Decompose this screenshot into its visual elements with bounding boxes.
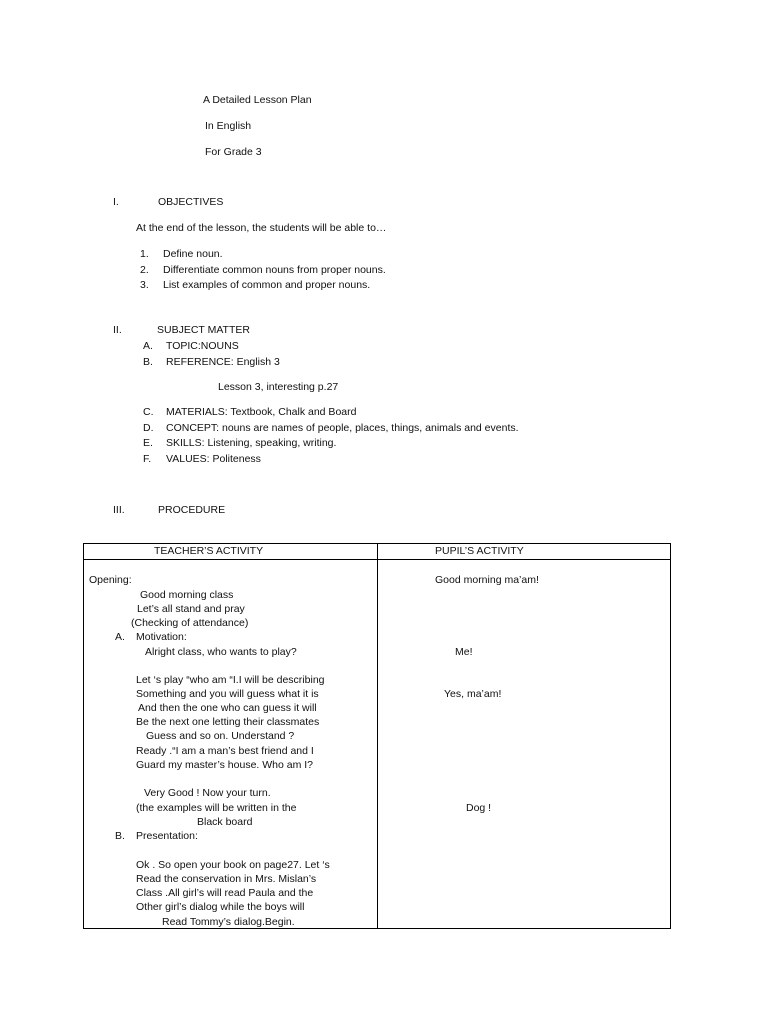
objective-item: List examples of common and proper nouns.: [163, 279, 371, 291]
teacher-line: Guard my master’s house. Who am I?: [136, 759, 314, 771]
table-column-divider: [377, 544, 378, 928]
objective-number: 1.: [140, 248, 149, 260]
doc-subject: In English: [205, 120, 252, 132]
objective-item: Define noun.: [163, 248, 223, 260]
pupil-line: Good morning ma’am!: [435, 574, 539, 586]
doc-title: A Detailed Lesson Plan: [203, 94, 312, 106]
subject-item-values: VALUES: Politeness: [166, 453, 261, 465]
objectives-intro: At the end of the lesson, the students will be able to…: [136, 222, 387, 234]
section-number-1: I.: [113, 196, 119, 208]
teacher-line-letter: A.: [115, 631, 125, 643]
teacher-line: Good morning class: [140, 589, 234, 601]
teacher-line: Read Tommy’s dialog.Begin.: [162, 916, 295, 928]
teacher-line: Ok . So open your book on page27. Let ‘s: [136, 859, 330, 871]
doc-grade: For Grade 3: [205, 146, 262, 158]
teacher-line-motivation: Motivation:: [136, 631, 187, 643]
subject-item-concept: CONCEPT: nouns are names of people, places, things, animals and events.: [166, 422, 519, 434]
objective-number: 3.: [140, 279, 149, 291]
pupil-activity-header: PUPIL’S ACTIVITY: [435, 545, 524, 557]
teacher-line-opening: Opening:: [89, 574, 132, 586]
objective-number: 2.: [140, 264, 149, 276]
subject-item-letter: B.: [143, 356, 153, 368]
teacher-line: Ready .“I am a man’s best friend and I: [136, 745, 314, 757]
subject-item-skills: SKILLS: Listening, speaking, writing.: [166, 437, 337, 449]
subject-matter-heading: SUBJECT MATTER: [157, 324, 250, 336]
teacher-line-presentation: Presentation:: [136, 830, 198, 842]
subject-item-reference: REFERENCE: English 3: [166, 356, 280, 368]
subject-item-letter: C.: [143, 406, 154, 418]
teacher-line-letter: B.: [115, 830, 125, 842]
teacher-line: (Checking of attendance): [131, 617, 249, 629]
objectives-heading: OBJECTIVES: [158, 196, 224, 208]
subject-item-letter: A.: [143, 340, 153, 352]
pupil-line: Dog !: [466, 802, 492, 814]
teacher-line: Something and you will guess what it is: [136, 688, 319, 700]
subject-item-letter: F.: [143, 453, 152, 465]
teacher-line: Very Good ! Now your turn.: [144, 787, 271, 799]
teacher-line: Guess and so on. Understand ?: [146, 730, 295, 742]
teacher-line: Let’s all stand and pray: [137, 603, 245, 615]
pupil-line: Me!: [455, 646, 473, 658]
section-number-2: II.: [113, 324, 122, 336]
subject-item-letter: D.: [143, 422, 154, 434]
subject-item-letter: E.: [143, 437, 153, 449]
teacher-line: Class .All girl’s will read Paula and the: [136, 887, 314, 899]
objective-item: Differentiate common nouns from proper nouns.: [163, 264, 386, 276]
teacher-line: And then the one who can guess it will: [138, 702, 317, 714]
teacher-line: Other girl’s dialog while the boys will: [136, 901, 305, 913]
teacher-activity-header: TEACHER’S ACTIVITY: [154, 545, 264, 557]
section-number-3: III.: [113, 504, 125, 516]
procedure-heading: PROCEDURE: [158, 504, 226, 516]
teacher-line: Alright class, who wants to play?: [145, 646, 297, 658]
teacher-line: Be the next one letting their classmates: [136, 716, 320, 728]
teacher-line: (the examples will be written in the: [136, 802, 297, 814]
teacher-line: Let ‘s play “who am “I.I will be describing: [136, 674, 325, 686]
lesson-reference: Lesson 3, interesting p.27: [218, 381, 339, 393]
pupil-line: Yes, ma’am!: [444, 688, 502, 700]
subject-item-topic: TOPIC:NOUNS: [166, 340, 239, 352]
teacher-line: Black board: [197, 816, 253, 828]
subject-item-materials: MATERIALS: Textbook, Chalk and Board: [166, 406, 357, 418]
teacher-line: Read the conservation in Mrs. Mislan’s: [136, 873, 317, 885]
